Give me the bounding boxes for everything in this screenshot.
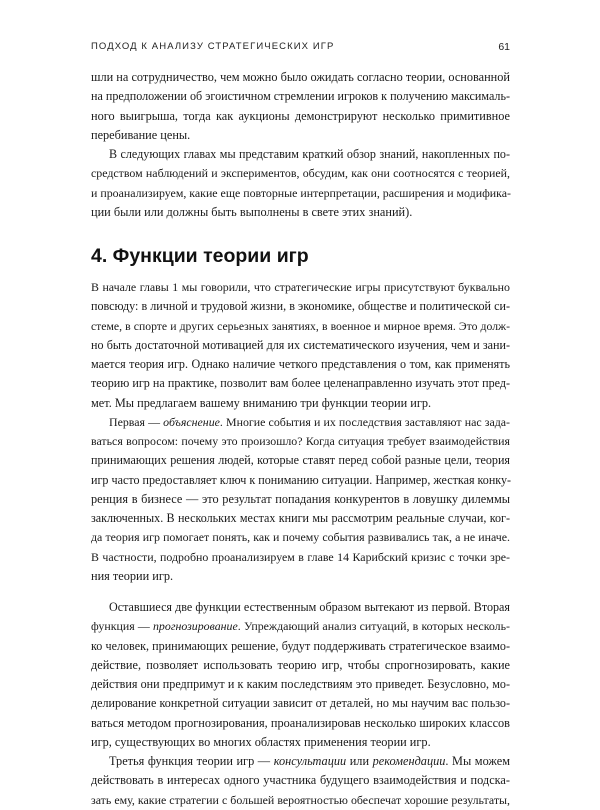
text-line: теорию игр на практике, позволит вам более целенаправленно изучать этот пред- (91, 376, 510, 391)
text-line (91, 752, 510, 771)
text-line: мет. Мы предлагаем вашему вниманию три функции теории игр. (91, 395, 432, 410)
lead-text: Третья функция теории игр — (109, 754, 274, 768)
lead-text: Первая — (109, 414, 164, 429)
text-line: В следующих главах мы представим краткий обзор знаний, накопленных по- (109, 147, 510, 161)
text-line: действие, позволяет использовать теорию игр, чтобы спрогнозировать, какие (91, 657, 510, 672)
text-line: ваться вопросом: почему это произошло? Когда ситуация требует взаимодействия (91, 434, 510, 448)
text-line: перебивание цены. (91, 127, 191, 142)
conjunction: или (346, 754, 373, 768)
line-rest: . Мы можем (445, 754, 510, 768)
text-line (91, 413, 510, 432)
text-line: заключенных. В нескольких местах книги мы рассмотрим реальные случаи, ког- (91, 511, 510, 525)
text-line: игр часто предоставляет ключ к пониманию ситуации. Например, жесткая конку- (91, 472, 512, 487)
line-rest: . Многие события и их последствия заставляют нас зада- (219, 414, 511, 429)
text-line: мается теория игр. Однако наличие четкого представления о том, как применять (91, 357, 510, 371)
paragraph-continuation (91, 68, 510, 145)
text-line: игр, существующих во многих областях применения теории игр. (91, 734, 431, 749)
body-text (91, 68, 510, 810)
term-recommendations: рекомендации (372, 754, 446, 768)
text-line: средством наблюдений и экспериментов, обсудим, как они соотносятся с теорией, (91, 166, 510, 181)
text-line: В начале главы 1 мы говорили, что стратегические игры присутствуют буквально (91, 280, 510, 294)
text-line: и проанализируем, какие еще повторные интерпретации, расширения и модифика- (91, 185, 511, 200)
text-line: ренция в бизнесе — это результат попадания конкурентов в ловушку дилеммы (91, 491, 510, 506)
term-prediction: прогнозирование (152, 619, 238, 634)
text-line: ного выигрыша, тогда как аукционы демонстрируют несколько примитивное (91, 108, 510, 123)
text-line: Оставшиеся две функции естественным образом вытекают из первой. Вторая (109, 600, 510, 614)
text-line: В частности, подробно проанализируем в главе 14 Карибский кризис с точки зре- (91, 549, 510, 564)
section-heading: 4. Функции теории игр (91, 245, 309, 267)
text-line: да теория игр помогает понять, как и почему события развивались так, а не иначе. (91, 530, 510, 545)
text-line: шли на сотрудничество, чем можно было ожидать согласно теории, основанной (91, 70, 510, 84)
text-line: ния теории игр. (91, 568, 174, 583)
page-number: 61 (498, 41, 510, 53)
paragraph-intro (91, 278, 510, 413)
text-line (91, 617, 510, 636)
text-line: зать ему, какие стратегии с большей вероятностью обеспечат хорошие результаты, (91, 792, 510, 807)
text-line: делирование конкретной ситуации зависит от деталей, но мы научим вас пользо- (91, 696, 510, 711)
text-line: действия они предпримут и к каким последствиям это приведет. Безусловно, мо- (91, 677, 510, 691)
paragraph-gap (91, 586, 510, 598)
term-consulting: консультации (273, 754, 347, 768)
term-explanation: объяснение (163, 414, 220, 429)
text-line: стеме, в спорте и других серьезных занятиях, в военное и мирное время. Это долж- (91, 319, 510, 333)
text-line: повсюду: в личной и трудовой жизни, в экономике, обществе и политической си- (91, 299, 510, 314)
text-line: ции были или должны быть выполнены в свете этих знаний). (91, 204, 413, 219)
text-line: принимающих решения людей, которые ставят перед собой разные цели, теория (91, 453, 510, 468)
text-line: ко человек, принимающих решение, будут поддерживать стратегическое взаимо- (91, 638, 510, 653)
paragraph-consulting (91, 752, 510, 810)
text-line: но быть достаточной мотивацией для их систематического изучения, чем и зани- (91, 337, 510, 352)
paragraph-next-chapters (91, 145, 510, 222)
text-line: ваться методом прогнозирования, проанализировав несколько широких классов (91, 715, 510, 730)
paragraph-prediction (91, 598, 510, 752)
lead-text: функция — (91, 619, 153, 634)
text-line: действовать в интересах одного участника будущего взаимодействия и подска- (91, 773, 510, 788)
running-title: ПОДХОД К АНАЛИЗУ СТРАТЕГИЧЕСКИХ ИГР (91, 41, 335, 52)
text-line: на предположении об эгоистичном стремлении игроков к получению максималь- (91, 89, 510, 104)
line-rest: . Упреждающий анализ ситуаций, в которых несколь- (237, 619, 510, 634)
paragraph-explanation (91, 413, 510, 586)
